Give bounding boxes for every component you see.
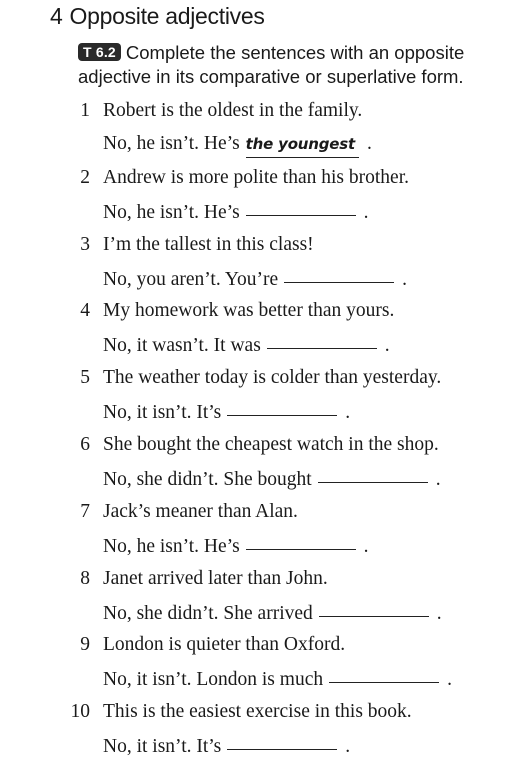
- item-response: [103, 198, 369, 226]
- response-end: .: [402, 268, 407, 290]
- response-lead: No, he isn’t. He’s: [103, 133, 240, 154]
- response-end: .: [366, 133, 372, 154]
- item-number: 2: [80, 166, 90, 188]
- section-title: Opposite adjectives: [69, 3, 265, 29]
- response-lead: No, he isn’t. He’s: [103, 201, 240, 223]
- item-response: [103, 398, 350, 426]
- answer-blank[interactable]: [246, 530, 356, 550]
- response-end: .: [345, 402, 351, 424]
- response-lead: No, it isn’t. London is much: [103, 669, 324, 691]
- item-response: [103, 131, 372, 158]
- item-response: [103, 732, 350, 760]
- exercise-item: [0, 232, 512, 299]
- response-lead: No, it isn’t. It’s: [103, 402, 222, 424]
- item-response: [103, 665, 452, 693]
- item-question: Robert is the oldest in the family.: [103, 100, 363, 121]
- exercise-item: [0, 499, 512, 566]
- exercise-item: [0, 699, 512, 766]
- response-end: .: [436, 602, 442, 624]
- response-lead: No, she didn’t. She bought: [103, 468, 312, 490]
- exercise-item: [0, 566, 512, 633]
- item-question: My homework was better than yours.: [103, 300, 395, 322]
- exercise-item: [0, 432, 512, 499]
- item-response: [103, 265, 407, 293]
- item-response: [103, 331, 390, 359]
- item-question: She bought the cheapest watch in the shop.: [103, 433, 439, 455]
- item-response: [103, 532, 369, 560]
- item-number: 3: [80, 233, 90, 255]
- item-question: This is the easiest exercise in this book.: [103, 701, 412, 723]
- response-lead: No, she didn’t. She arrived: [103, 602, 313, 624]
- audio-track-badge[interactable]: T 6.2: [78, 43, 121, 61]
- exercise-item: [0, 365, 512, 432]
- answer-blank[interactable]: the youngest: [246, 131, 359, 158]
- exercise-item: [0, 98, 512, 165]
- response-lead: No, it wasn’t. It was: [103, 335, 261, 357]
- item-number: 6: [80, 433, 90, 455]
- exercise-item: [0, 165, 512, 232]
- item-number: 9: [80, 634, 90, 656]
- item-question: London is quieter than Oxford.: [103, 634, 346, 656]
- section-heading: [50, 3, 265, 30]
- exercise-item: [0, 298, 512, 365]
- answer-blank[interactable]: [319, 597, 429, 617]
- item-response: [103, 465, 441, 493]
- item-number: 5: [80, 367, 90, 389]
- answer-blank[interactable]: [329, 663, 439, 683]
- item-question: I’m the tallest in this class!: [103, 233, 314, 255]
- answer-blank[interactable]: [318, 463, 428, 483]
- item-response: [103, 599, 442, 627]
- exercise-list: [0, 98, 512, 766]
- answer-blank[interactable]: [227, 396, 337, 416]
- answer-blank[interactable]: [227, 730, 337, 750]
- answer-blank[interactable]: [284, 263, 394, 283]
- response-end: .: [363, 535, 369, 557]
- instructions-text: Complete the sentences with an opposite adjective in its comparative or superlative form.: [78, 42, 465, 87]
- response-lead: No, you aren’t. You’re: [103, 268, 279, 290]
- answer-blank[interactable]: [267, 329, 377, 349]
- item-number: 7: [80, 500, 90, 522]
- instructions: [78, 41, 508, 89]
- response-end: .: [363, 201, 369, 223]
- item-number: 1: [80, 100, 90, 121]
- response-lead: No, he isn’t. He’s: [103, 535, 240, 557]
- item-question: Janet arrived later than John.: [103, 567, 328, 589]
- exercise-item: [0, 632, 512, 699]
- section-number: 4: [50, 3, 63, 29]
- item-question: Andrew is more polite than his brother.: [103, 166, 409, 188]
- response-end: .: [345, 736, 351, 758]
- answer-blank[interactable]: [246, 196, 356, 216]
- item-question: The weather today is colder than yesterday.: [103, 367, 442, 389]
- item-number: 4: [80, 300, 90, 322]
- response-end: .: [435, 468, 441, 490]
- response-end: .: [447, 669, 452, 691]
- item-number: 10: [70, 701, 90, 723]
- item-number: 8: [80, 567, 90, 589]
- response-end: .: [384, 335, 390, 357]
- response-lead: No, it isn’t. It’s: [103, 736, 222, 758]
- item-question: Jack’s meaner than Alan.: [103, 500, 298, 522]
